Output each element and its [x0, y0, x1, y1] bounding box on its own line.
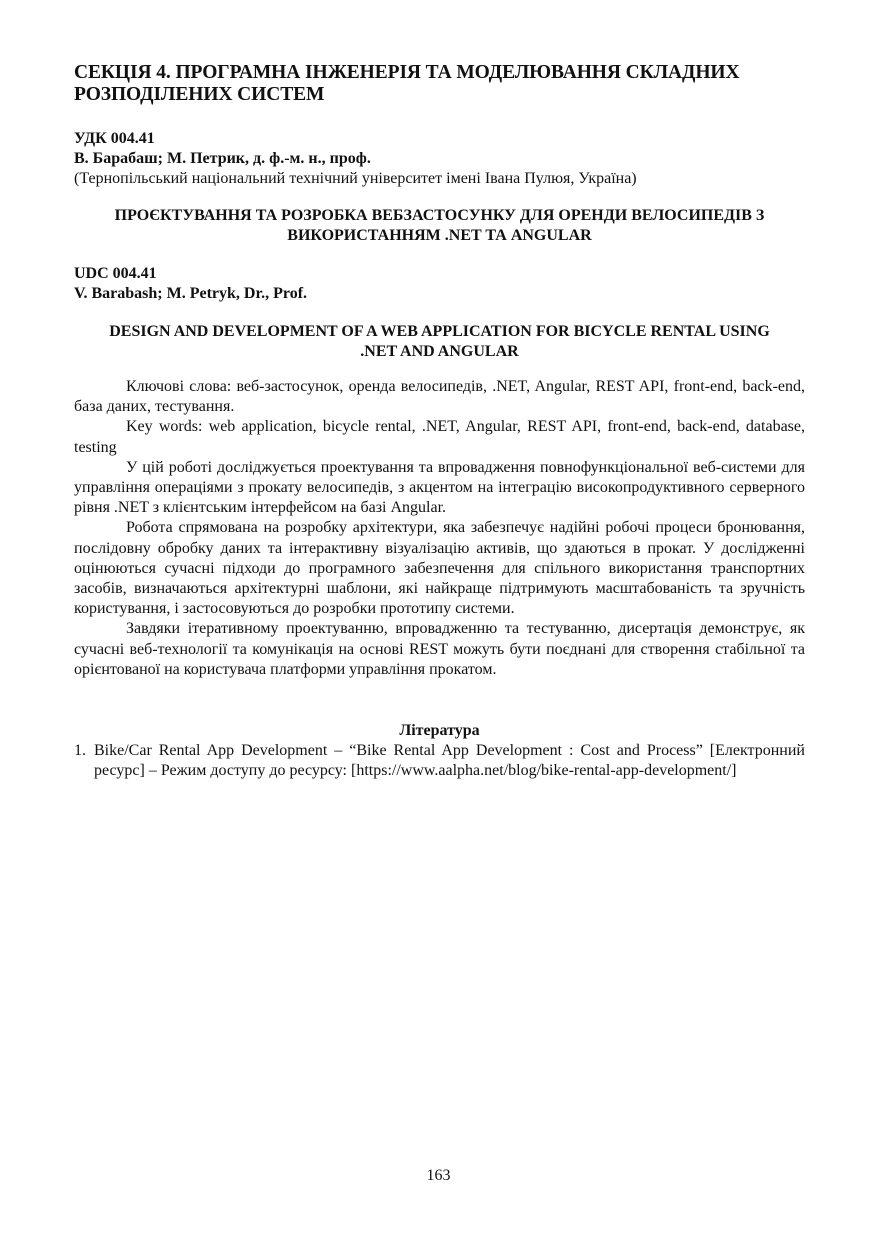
page-number: 163 [426, 1167, 451, 1184]
ua-header-block [74, 129, 805, 189]
reference-item [74, 741, 805, 781]
udc-en: UDC 004.41 [74, 265, 157, 282]
reference-number: 1. [74, 742, 86, 760]
authors-en: V. Barabash; M. Petryk, Dr., Prof. [74, 285, 308, 302]
abstract-paragraph-2: Робота спрямована на розробку архітектури, яка забезпечує надійні робочі процеси бронювання, послідовну обробку даних та інтерактивну візуалізацію активів, що здаються в прокат. У дослідженні оцінюються сучасні підходи до програмного забезпечення для спільного використання транспортних засобів, визначаються архітектурні шаблони, які найкраще підтримують масштабованість та зручність користування, і застосовуються до розробки прототипу системи. [74, 519, 805, 618]
title-ua: ПРОЄКТУВАННЯ ТА РОЗРОБКА ВЕБЗАСТОСУНКУ ДЛЯ ОРЕНДИ ВЕЛОСИПЕДІВ З ВИКОРИСТАННЯМ .NET ТА ANGULAR [114, 207, 765, 244]
references-section [74, 721, 805, 782]
abstract-paragraph-3: Завдяки ітеративному проектуванню, впровадженню та тестуванню, дисертація демонструє, як сучасні веб-технології та комунікація на основі REST можуть бути поєднані для створення стабільної та орієнтованої на користувача платформи управління прокатом. [74, 620, 805, 678]
references-heading: Література [399, 722, 480, 739]
main-body [74, 377, 805, 680]
en-header-block [74, 264, 805, 304]
keywords-en: Key words: web application, bicycle rental, .NET, Angular, REST API, front-end, back-end, database, testing [74, 418, 805, 456]
section-title: СЕКЦІЯ 4. ПРОГРАМНА ІНЖЕНЕРІЯ ТА МОДЕЛЮВАННЯ СКЛАДНИХ РОЗПОДІЛЕНИХ СИСТЕМ [74, 62, 740, 105]
reference-text[interactable]: Bike/Car Rental App Development – “Bike Rental App Development : Cost and Process” [Електронний ресурс] – Режим доступу до ресурсу: [https://www.aalpha.net/blog/bike-rental-app-development/] [94, 742, 805, 780]
keywords-ua: Ключові слова: веб-застосунок, оренда велосипедів, .NET, Angular, REST API, front-end, back-end, база даних, тестування. [74, 378, 805, 416]
udc-ua: УДК 004.41 [74, 130, 155, 147]
abstract-paragraph-1: У цій роботі досліджується проектування та впровадження повнофункціональної веб-системи для управління операціями з прокату велосипедів, з акцентом на інтеграцію високопродуктивного серверного рівня .NET з клієнтським інтерфейсом на базі Angular. [74, 458, 805, 517]
title-en: DESIGN AND DEVELOPMENT OF A WEB APPLICATION FOR BICYCLE RENTAL USING .NET AND ANGULAR [109, 323, 770, 360]
authors-ua: В. Барабаш; М. Петрик, д. ф.-м. н., проф. [74, 150, 371, 167]
affiliation-ua: (Тернопільський національний технічний університет імені Івана Пулюя, Україна) [74, 170, 637, 187]
